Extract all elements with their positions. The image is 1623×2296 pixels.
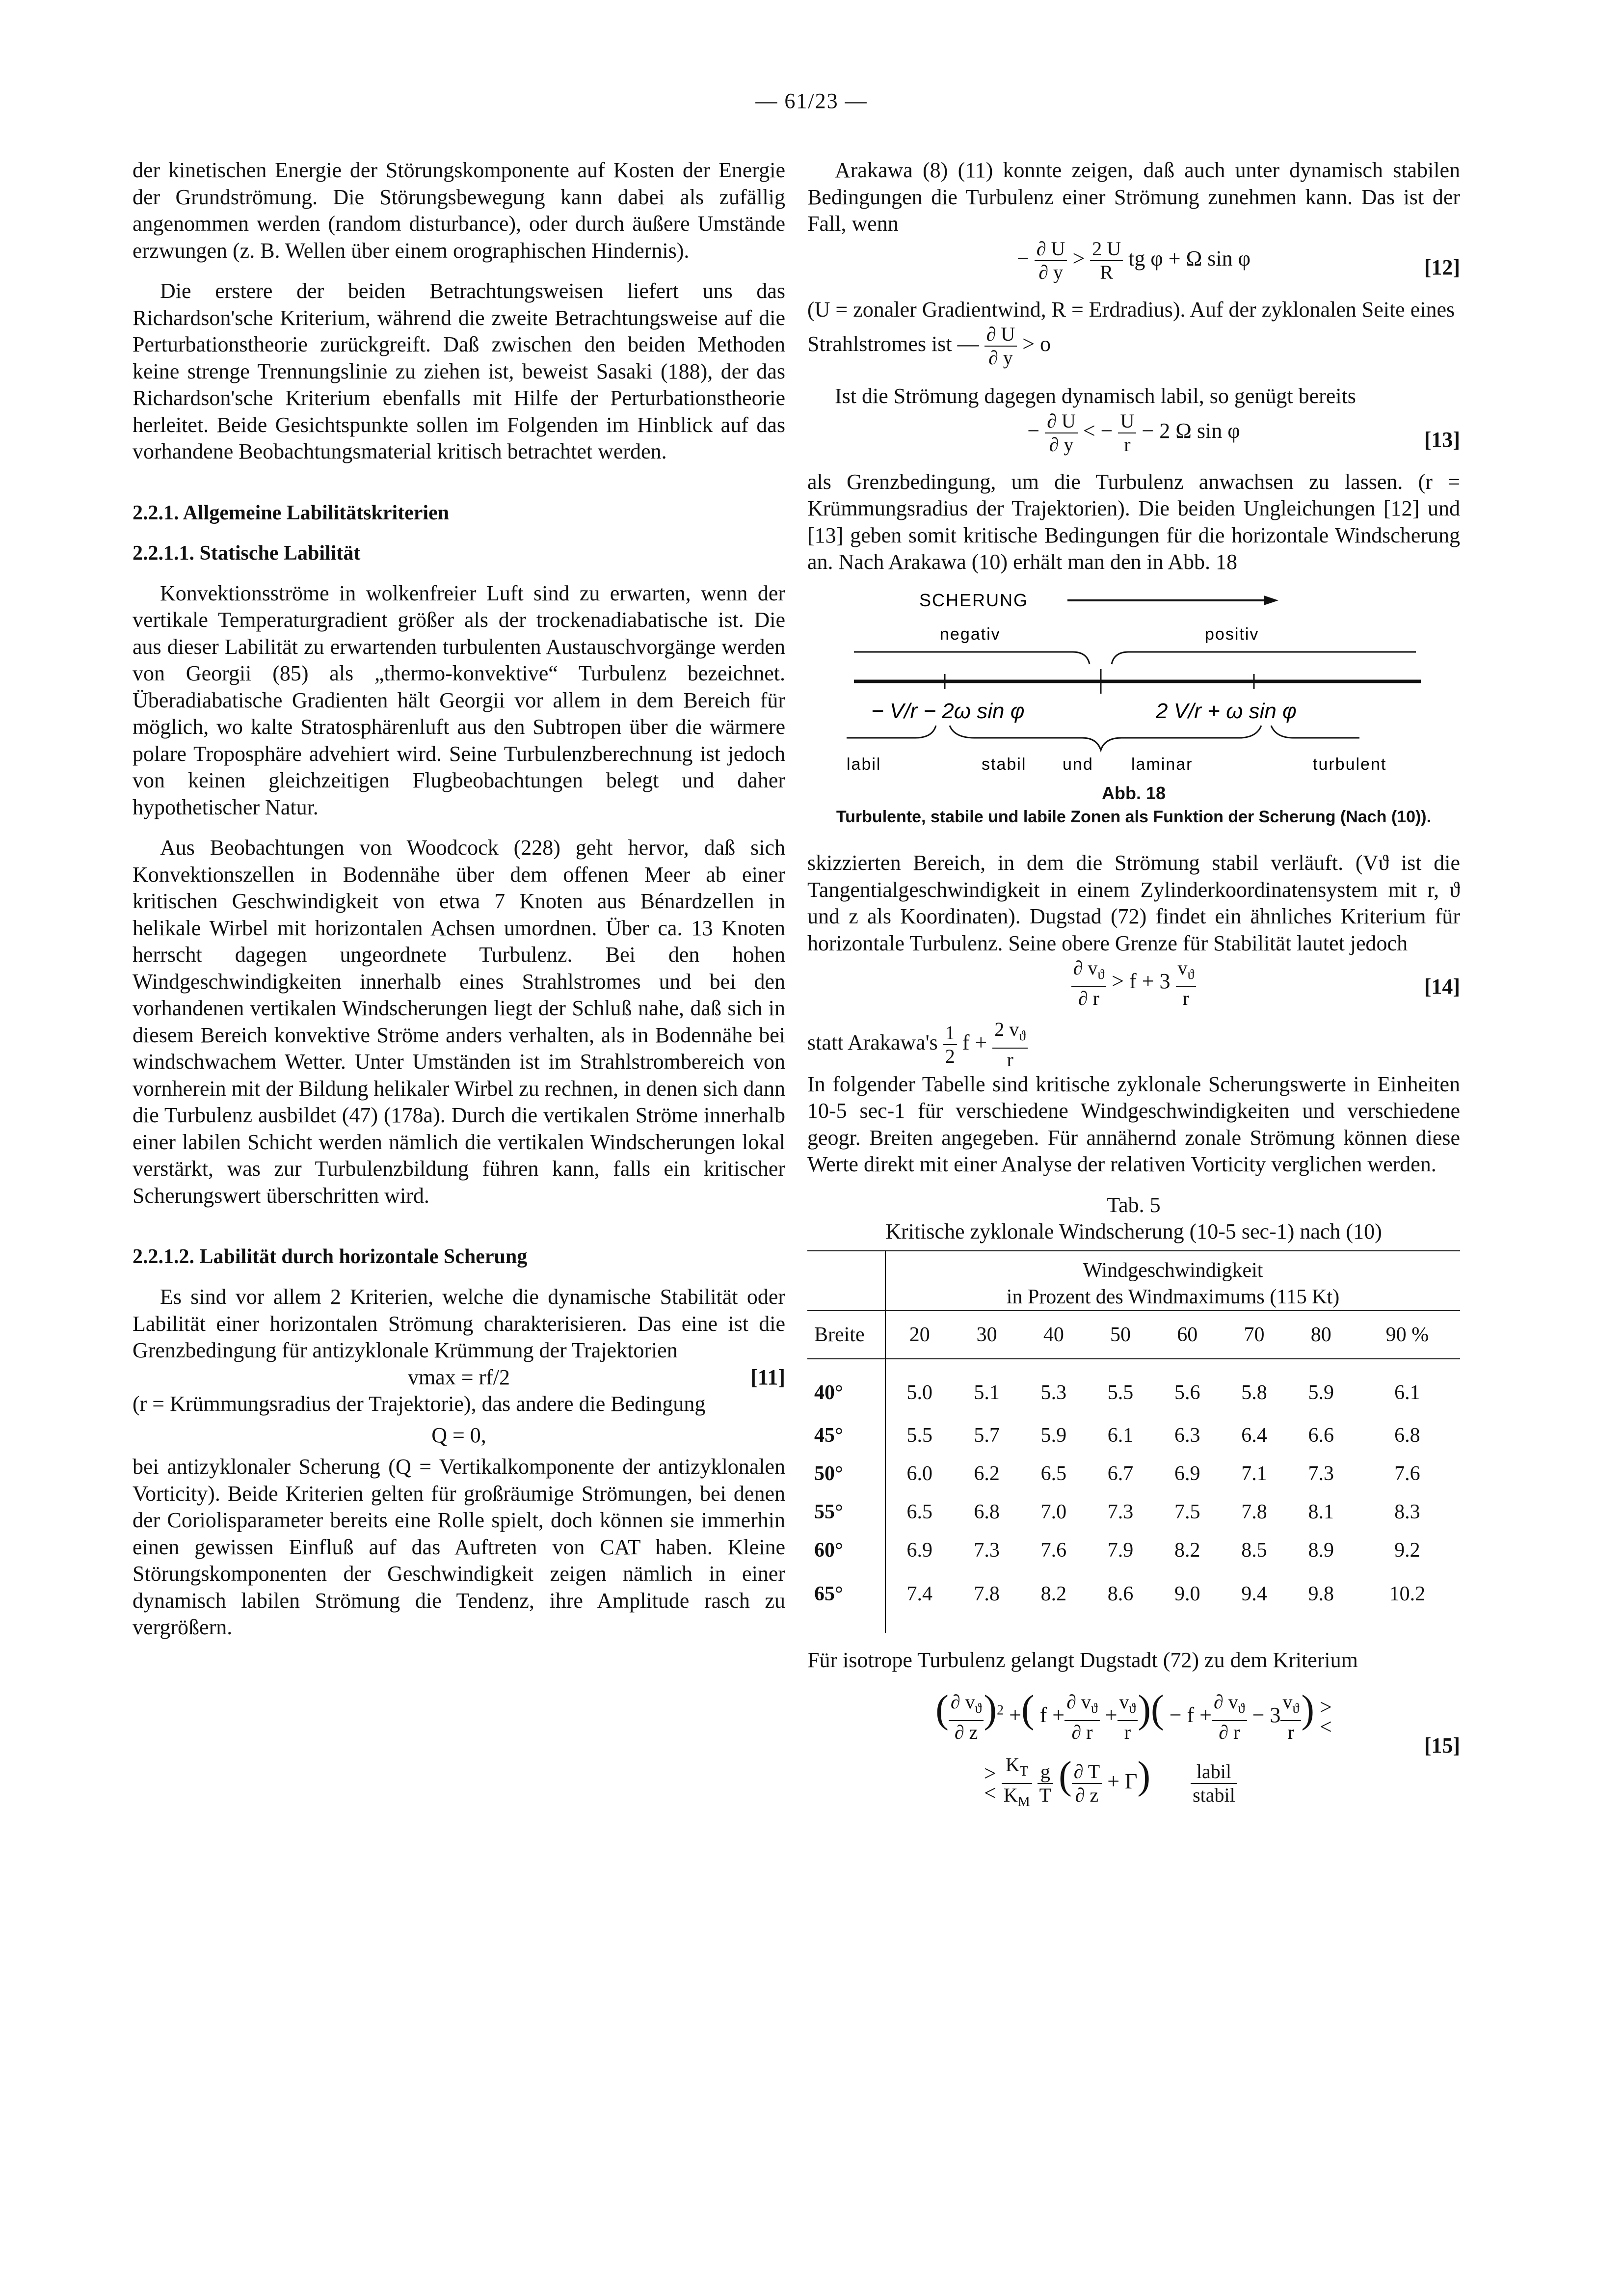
row-header-label: Breite	[807, 1311, 885, 1359]
table-cell: 5.3	[1040, 1381, 1067, 1404]
brace-turbulent	[1271, 726, 1359, 738]
table-cell: 6.5	[906, 1500, 932, 1523]
table-title: Tab. 5	[1107, 1192, 1161, 1217]
table-cell: 8.9	[1308, 1539, 1334, 1562]
subsection-heading: 2.2.1.1. Statische Labilität	[133, 541, 361, 565]
brace-negativ	[854, 652, 1090, 664]
table-cell: 7.8	[1241, 1500, 1267, 1523]
paragraph: Die erstere der beiden Betrachtungsweisen liefert uns das Richardson'sche Kriterium, während die zweite Betrachtungsweise auf die Perturbationstheorie zurückgreift. Daß zwischen den beiden Methoden keine strenge Trennungslinie zu ziehen ist, beweist Sasaki (188), der das Richardson'sche Kriterium ebenfalls mit Hilfe der Perturbationstheorie herleitet. Beide Gesichtspunkte sollen im Folgenden im Hinblick auf das vorhandene Beobachtungsmaterial kritisch betrachtet werden.	[133, 279, 785, 463]
table-cell: 6.5	[1040, 1462, 1067, 1485]
table-row	[807, 1455, 1460, 1493]
table-cell: 6.8	[974, 1500, 1000, 1523]
statt-label: statt Arakawa's	[807, 1030, 938, 1054]
equation-11	[133, 1364, 785, 1391]
subsection-heading: 2.2.1.2. Labilität durch horizontale Scherung	[133, 1245, 528, 1268]
page-number: — 61/23 —	[755, 89, 868, 113]
equation-number: [11]	[750, 1365, 785, 1389]
table-cell: 5.5	[1107, 1381, 1134, 1404]
header-line: Windgeschwindigkeit	[1083, 1259, 1263, 1282]
right-column	[807, 157, 1460, 1825]
column-header: 60	[1154, 1311, 1221, 1359]
paragraph: (r = Krümmungsradius der Trajektorie), das andere die Bedingung	[133, 1391, 706, 1416]
equation-number: [14]	[1424, 974, 1460, 999]
table-cell: 5.6	[1174, 1381, 1200, 1404]
column-header: 70	[1221, 1311, 1287, 1359]
table-corner	[807, 1251, 885, 1311]
table-cell: 7.3	[1308, 1462, 1334, 1485]
latitude-cell: 55°	[807, 1493, 885, 1531]
table-cell: 6.7	[1107, 1462, 1134, 1485]
table-cell: 7.3	[974, 1539, 1000, 1562]
table-cell: 5.5	[906, 1424, 932, 1447]
paragraph: Es sind vor allem 2 Kriterien, welche die dynamische Stabilität oder Labilität einer horizontalen Strömung charakterisieren. Das eine ist die Grenzbedingung für antizyklonale Krümmung der Trajektorien	[133, 1285, 785, 1362]
table-cell: 8.6	[1107, 1582, 1134, 1605]
equation-q	[133, 1422, 785, 1449]
paragraph: Arakawa (8) (11) konnte zeigen, daß auch unter dynamisch stabilen Bedingungen die Turbulenz einer Strömung zunehmen kann. Das ist der Fall, wenn	[807, 158, 1460, 236]
table-cell: 7.8	[974, 1582, 1000, 1605]
table-cell: 10.2	[1389, 1582, 1426, 1605]
table-cell: 9.2	[1394, 1539, 1420, 1562]
table-caption: Kritische zyklonale Windscherung (10-5 sec-1) nach (10)	[885, 1219, 1382, 1244]
table-cell: 8.3	[1394, 1500, 1420, 1523]
table-row	[807, 1569, 1460, 1633]
brace-stabil	[950, 726, 1261, 750]
left-column	[133, 157, 785, 1641]
equation-text: vmax = rf/2	[407, 1365, 510, 1389]
figure-title: Abb. 18	[1101, 783, 1166, 803]
table-cell: 5.8	[1241, 1381, 1267, 1404]
table-cell: 5.0	[906, 1381, 932, 1404]
equation-15	[807, 1677, 1460, 1825]
table-cell: 7.4	[906, 1582, 932, 1605]
figure-label-und: und	[1063, 755, 1093, 774]
table-cell: 9.4	[1241, 1582, 1267, 1605]
paragraph: der kinetischen Energie der Störungskomponente auf Kosten der Energie der Grundströmung. Die Störungsbewegung kann dabei als zufällig angenommen werden (random disturbance), oder durch äußere Umstände erzwungen (z. B. Wellen über einem orographischen Hindernis).	[133, 158, 785, 263]
paragraph: bei antizyklonaler Scherung (Q = Vertikalkomponente der antizyklonalen Vorticity). Beide Kriterien gelten für großräumige Strömungen, bei denen der Coriolisparameter bereits eine Rolle spielt, doch können sie immerhin einen gewissen Einfluß auf das Auftreten von CAT haben. Kleine Störungskomponenten der Geschwindigkeit zeigen nämlich in einer dynamisch labilen Strömung die Tendenz, ihre Amplitude rasch zu vergrößern.	[133, 1455, 785, 1639]
paragraph: Ist die Strömung dagegen dynamisch labil, so genügt bereits	[835, 384, 1356, 408]
equation-14: $\frac{\partial v_ϑ}{\partial r}$ > f + 3 $\frac{v_ϑ}{r}$ [14]	[807, 957, 1460, 1016]
table-cell: 6.2	[974, 1462, 1000, 1485]
equation-line-1: ( $\frac{\partial v_ϑ}{\partial z}$ )$^2$ +( f + $\frac{\partial v_ϑ}{\partial r}$ + $\frac{v_ϑ}{r}$ )( − f + $\frac{\partial v_ϑ}{\partial r}$ − 3 $\frac{v_ϑ}{r}$ ) > <	[935, 1688, 1332, 1744]
table-header-group	[885, 1251, 1460, 1311]
equation-text: Q = 0,	[431, 1423, 486, 1447]
table-cell: 8.1	[1308, 1500, 1334, 1523]
arrow-head-icon	[1264, 595, 1278, 605]
labil-label: labil	[1191, 1760, 1237, 1784]
section-heading: 2.2.1. Allgemeine Labilitätskriterien	[133, 501, 450, 524]
table-cell: 6.8	[1394, 1424, 1420, 1447]
paragraph: Konvektionsströme in wolkenfreier Luft sind zu erwarten, wenn der vertikale Temperaturgradient größer als der trockenadiabatische ist. Die aus dieser Labilität zu erwartenden turbulenten Austauschvorgänge werden von Georgii (85) als „thermo-konvektive“ Turbulenz bezeichnet. Überadiabatische Gradienten hält Georgii vor allem in dem Bereich für möglich, wo kalte Stratosphärenluft aus den Subtropen über die wärmere polare Troposphäre advehiert wird. Seine Turbulenzberechnung ist jedoch von keinen gleichzeitigen Flugbeobachtungen belegt und daher hypothetischer Natur.	[133, 581, 785, 819]
figure-label-negativ: negativ	[940, 624, 1001, 644]
brace-labil	[847, 726, 936, 738]
table-cell: 7.5	[1174, 1500, 1200, 1523]
figure-label-labil: labil	[847, 755, 881, 774]
table-cell: 6.3	[1174, 1424, 1200, 1447]
inequality: — $\frac{\partial U}{\partial y}$ > o	[957, 323, 1051, 369]
latitude-cell: 60°	[807, 1531, 885, 1569]
stabil-label: stabil	[1193, 1784, 1235, 1807]
equation-number: [15]	[1424, 1733, 1460, 1758]
table-cell: 7.9	[1107, 1539, 1134, 1562]
table-header-row	[807, 1251, 1460, 1311]
table-cell: 5.9	[1308, 1381, 1334, 1404]
windshear-table	[807, 1250, 1460, 1633]
column-header: 40	[1020, 1311, 1087, 1359]
column-header: 80	[1288, 1311, 1355, 1359]
table-cell: 9.8	[1308, 1582, 1334, 1605]
table-row	[807, 1416, 1460, 1455]
table-cell: 6.9	[906, 1539, 932, 1562]
figure-expression-right: 2 V/r + ω sin φ	[1156, 699, 1297, 723]
table-cell: 7.0	[1040, 1500, 1067, 1523]
table-cell: 5.7	[974, 1424, 1000, 1447]
comparison-line: statt Arakawa's $\frac{1}{2}$ f + $\frac{2 v_ϑ}{r}$	[807, 1016, 1460, 1071]
paragraph: skizzierten Bereich, in dem die Strömung stabil verläuft. (Vϑ ist die Tangentialgeschwindigkeit in einem Zylinderkoordinatensystem mit r, ϑ und z als Koordinaten). Dugstad (72) findet ein ähnliches Kriterium für horizontale Turbulenz. Seine obere Grenze für Stabilität lautet jedoch	[807, 851, 1460, 955]
figure-expression-left: − V/r − 2ω sin φ	[871, 699, 1025, 723]
table-cell: 7.1	[1241, 1462, 1267, 1485]
paragraph: (U = zonaler Gradientwind, R = Erdradius). Auf der zyklonalen Seite eines Strahlstromes ist	[807, 297, 1455, 356]
equation-number: [13]	[1424, 427, 1460, 452]
table-row	[807, 1359, 1460, 1416]
table-cell: 6.1	[1394, 1381, 1420, 1404]
figure-18	[807, 581, 1460, 777]
latitude-cell: 50°	[807, 1455, 885, 1493]
column-header: 20	[885, 1311, 953, 1359]
equation-line-2: > < $\frac{K_T}{K_M}$ $\frac{g}{T}$ ( $\frac{\partial T}{\partial z}$ + Γ) $\frac{\text{labil}}{\text{stabil}}$	[984, 1746, 1237, 1813]
figure-label-laminar: laminar	[1131, 755, 1193, 774]
table-cell: 8.2	[1174, 1539, 1200, 1562]
table-row	[807, 1531, 1460, 1569]
table-cell: 6.4	[1241, 1424, 1267, 1447]
paragraph: Aus Beobachtungen von Woodcock (228) geht hervor, daß sich Konvektionszellen in Bodennähe über dem offenen Meer ab einer kritischen Geschwindigkeit von etwa 7 Knoten aus Bénardzellen in helikale Wirbel mit horizontalen Achsen umordnen. Über ca. 13 Knoten herrscht dagegen ungeordnete Turbulenz. Bei den hohen Windgeschwindigkeiten innerhalb eines Strahlstromes und bei den vorhandenen vertikalen Windscherungen liegt der Schluß nahe, daß sich in diesem Bereich konvektive Ströme anders verhalten, als in Bodennähe bei windschwachem Wetter. Unter Umständen ist im Strahlstrombereich von vornherein mit der Bildung helikaler Wirbel zu rechnen, in denen sich dann die Turbulenz ausbildet (47) (178a). Durch die vertikalen Ströme innerhalb einer labilen Schicht werden nämlich die vertikalen Windscherungen lokal verstärkt, was zur Turbulenzbildung führen kann, falls ein kritischer Scherungswert überschritten wird.	[133, 836, 785, 1208]
table-column-header-row	[807, 1311, 1460, 1359]
table-cell: 7.3	[1107, 1500, 1134, 1523]
table-cell: 7.6	[1040, 1539, 1067, 1562]
column-header: 90 %	[1355, 1311, 1460, 1359]
table-cell: 8.2	[1040, 1582, 1067, 1605]
paragraph: In folgender Tabelle sind kritische zyklonale Scherungswerte in Einheiten 10-5 sec-1 für verschiedene Windgeschwindigkeiten und verschiedene geogr. Breiten angegeben. Für annähernd zonale Strömung können diese Werte direkt mit einer Analyse der relativen Vorticity verglichen werden.	[807, 1072, 1460, 1177]
figure-label-stabil: stabil	[982, 755, 1027, 774]
table-cell: 6.9	[1174, 1462, 1200, 1485]
table-cell: 8.5	[1241, 1539, 1267, 1562]
table-cell: 7.6	[1394, 1462, 1420, 1485]
table-cell: 9.0	[1174, 1582, 1200, 1605]
brace-positiv	[1112, 652, 1416, 664]
table-row	[807, 1493, 1460, 1531]
figure-label-turbulent: turbulent	[1313, 755, 1387, 774]
header-line: in Prozent des Windmaximums (115 Kt)	[1006, 1285, 1340, 1308]
latitude-cell: 45°	[807, 1416, 885, 1455]
column-header: 50	[1087, 1311, 1154, 1359]
table-cell: 6.1	[1107, 1424, 1134, 1447]
table-cell: 5.9	[1040, 1424, 1067, 1447]
table-cell: 6.0	[906, 1462, 932, 1485]
column-header: 30	[953, 1311, 1020, 1359]
paragraph: als Grenzbedingung, um die Turbulenz anwachsen zu lassen. (r = Krümmungsradius der Trajektorien). Die beiden Ungleichungen [12] und [13] geben somit kritische Bedingungen für die horizontale Windscherung an. Nach Arakawa (10) erhält man den in Abb. 18	[807, 469, 1460, 574]
equation-number: [12]	[1424, 255, 1460, 279]
equation-13: − $\frac{\partial U}{\partial y}$ < − $\frac{U}{r}$ − 2 Ω sin φ [13]	[1027, 409, 1460, 456]
figure-caption: Turbulente, stabile und labile Zonen als Funktion der Scherung (Nach (10)).	[836, 808, 1432, 826]
figure-label-positiv: positiv	[1205, 624, 1259, 644]
table-cell: 5.1	[974, 1381, 1000, 1404]
table-cell: 6.6	[1308, 1424, 1334, 1447]
figure-label-scherung: SCHERUNG	[919, 590, 1029, 610]
latitude-cell: 65°	[807, 1569, 885, 1633]
equation-12: − $\frac{\partial U}{\partial y}$ > $\frac{2 U}{R}$ tg φ + Ω sin φ [12]	[1016, 237, 1460, 283]
latitude-cell: 40°	[807, 1359, 885, 1416]
paragraph: Für isotrope Turbulenz gelangt Dugstadt (72) zu dem Kriterium	[807, 1648, 1358, 1672]
